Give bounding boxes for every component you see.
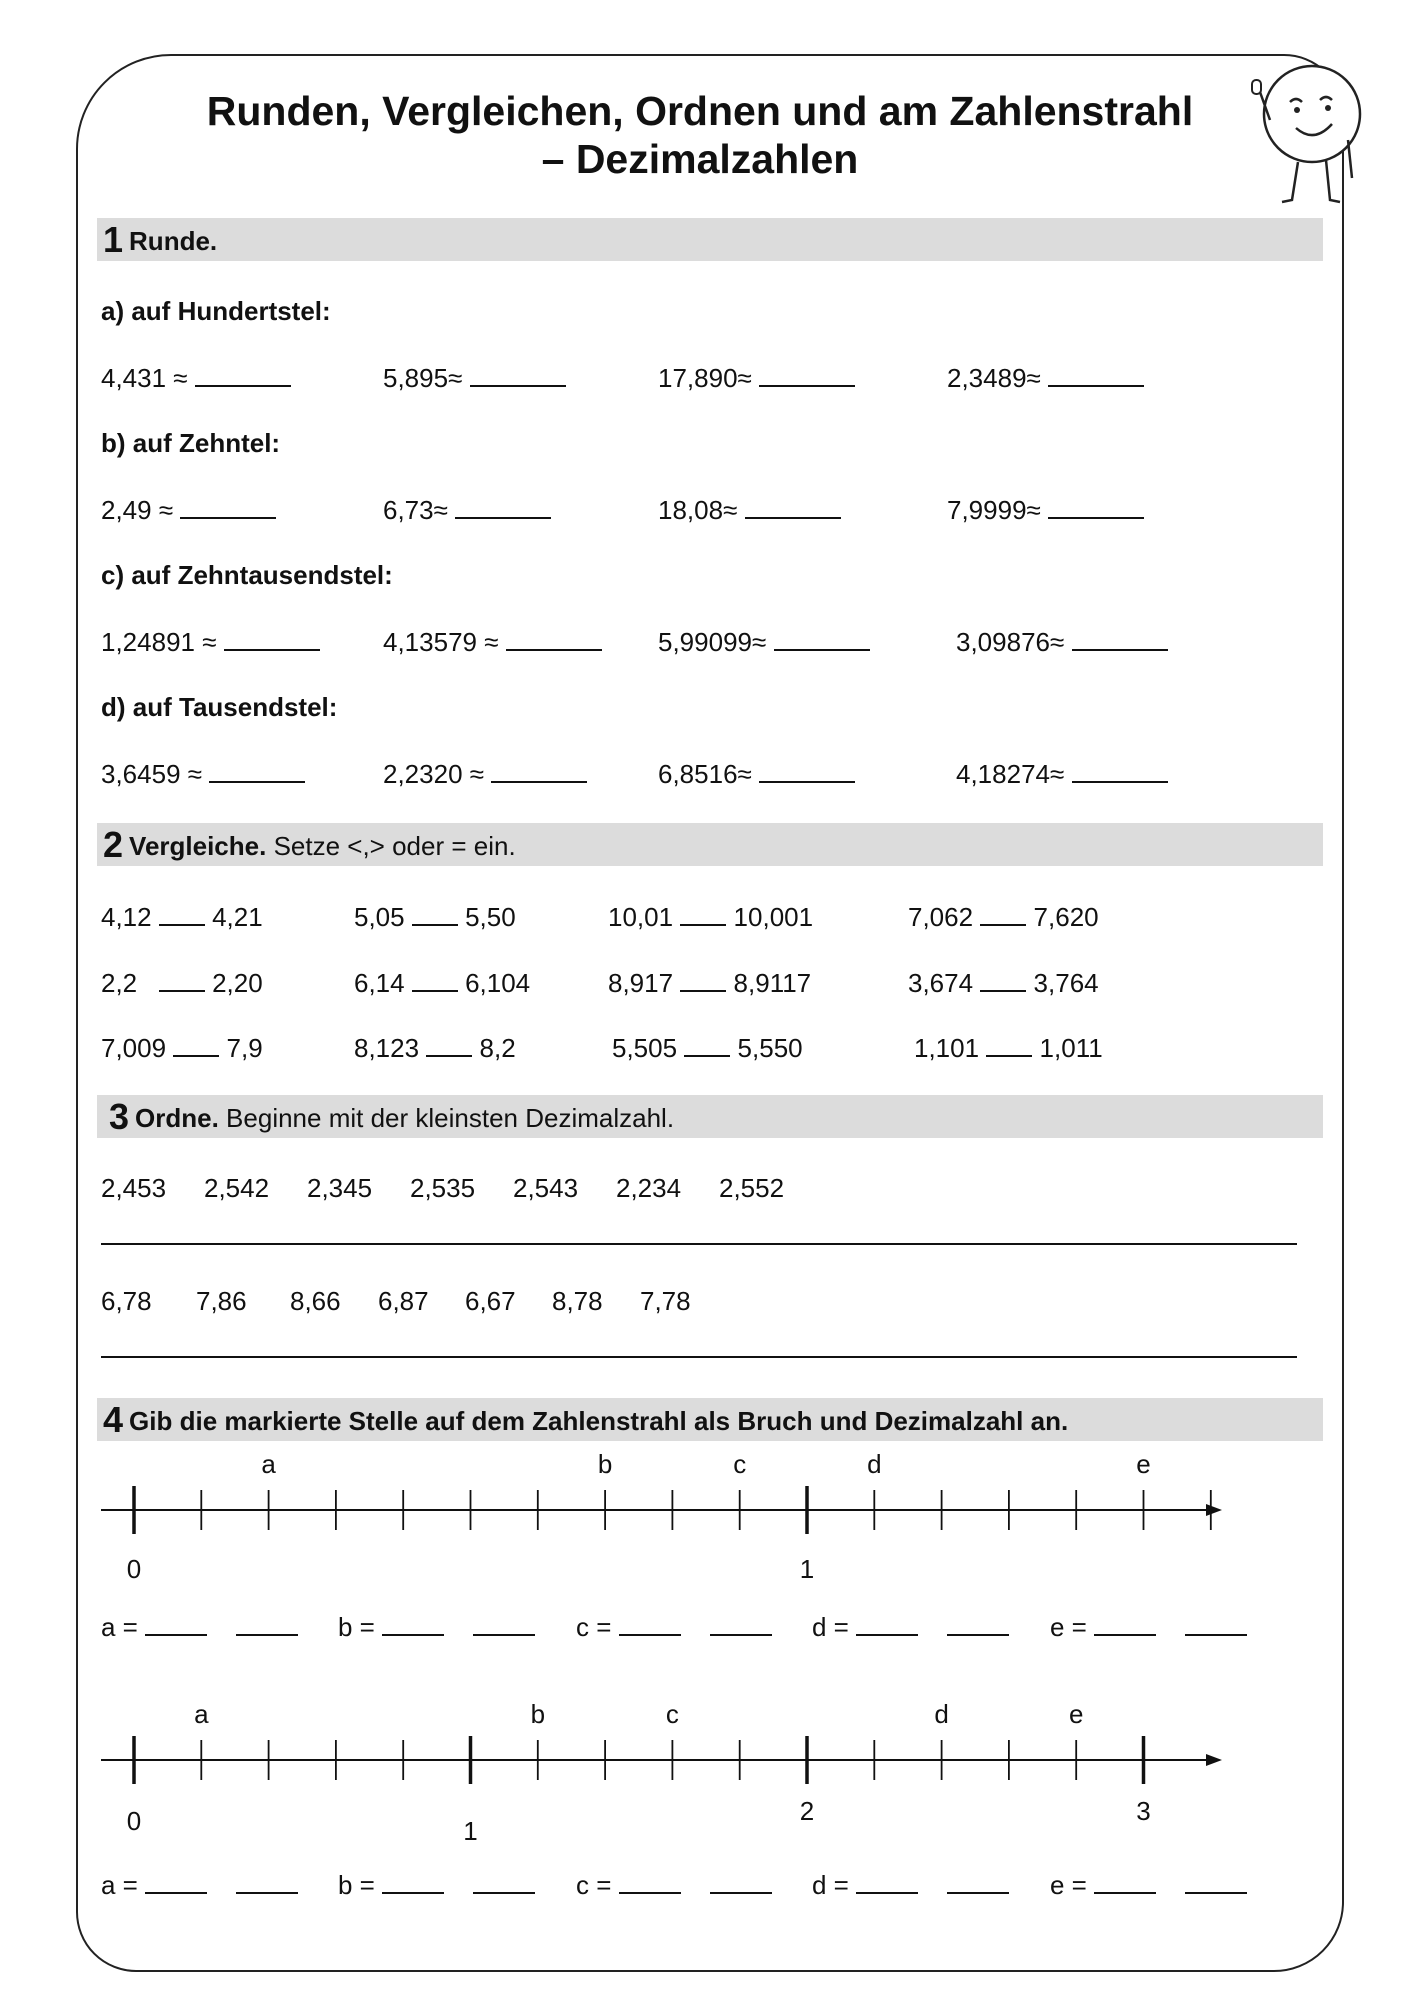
answer-label: e = bbox=[1050, 1612, 1087, 1642]
numberline-answer bbox=[576, 1612, 772, 1643]
compare-item: 8,917 8,9117 bbox=[608, 968, 812, 998]
order-number: 6,87 bbox=[378, 1286, 429, 1316]
section-heading: Vergleiche. bbox=[129, 831, 267, 861]
numberline-answer bbox=[812, 1612, 1009, 1643]
order-number: 8,66 bbox=[290, 1286, 341, 1316]
compare-item: 2,2 2,20 bbox=[101, 968, 263, 998]
numberline-answer bbox=[1050, 1870, 1247, 1901]
round-item: 2,49 ≈ bbox=[101, 495, 276, 526]
order-number: 2,345 bbox=[307, 1173, 373, 1203]
section-number: 3 bbox=[109, 1096, 130, 1137]
round-item: 17,890≈ bbox=[658, 363, 855, 394]
decimal-blank[interactable] bbox=[236, 1870, 298, 1894]
tick-label: 2 bbox=[799, 1796, 815, 1826]
round-item: 1,24891 ≈ bbox=[101, 627, 320, 658]
mark-label: b bbox=[597, 1449, 613, 1479]
decimal-blank[interactable] bbox=[473, 1612, 535, 1636]
fraction-blank[interactable] bbox=[856, 1870, 918, 1894]
round-item: 3,09876≈ bbox=[956, 627, 1168, 658]
answer-label: b = bbox=[338, 1870, 375, 1900]
fraction-blank[interactable] bbox=[1094, 1870, 1156, 1894]
round-item: 3,6459 ≈ bbox=[101, 759, 305, 790]
answer-label: d = bbox=[812, 1870, 849, 1900]
decimal-blank[interactable] bbox=[710, 1870, 772, 1894]
compare-item: 8,123 8,2 bbox=[354, 1033, 516, 1063]
order-number: 8,78 bbox=[552, 1286, 603, 1316]
compare-item: 10,01 10,001 bbox=[608, 902, 814, 932]
round-item: 4,431 ≈ bbox=[101, 363, 291, 394]
section-number: 2 bbox=[103, 824, 124, 865]
arrow-head-icon bbox=[1206, 1504, 1222, 1516]
decimal-blank[interactable] bbox=[947, 1870, 1009, 1894]
order-number: 2,453 bbox=[101, 1173, 167, 1203]
order-number: 2,542 bbox=[204, 1173, 270, 1203]
decimal-blank[interactable] bbox=[236, 1612, 298, 1636]
numberline-answer bbox=[576, 1870, 772, 1901]
mark-label: d bbox=[867, 1449, 882, 1479]
mark-label: a bbox=[261, 1449, 276, 1479]
decimal-blank[interactable] bbox=[1185, 1612, 1247, 1636]
section-instruction: Setze <,> oder = ein. bbox=[266, 831, 516, 861]
section-instruction: Beginne mit der kleinsten Dezimalzahl. bbox=[218, 1103, 675, 1133]
section-number: 4 bbox=[103, 1399, 124, 1440]
round-item: 2,3489≈ bbox=[947, 363, 1144, 394]
answer-label: b = bbox=[338, 1612, 375, 1642]
tick-label: 3 bbox=[1136, 1796, 1151, 1826]
subtask-b-label: b) auf Zehntel: bbox=[101, 428, 281, 458]
arrow-head-icon bbox=[1206, 1754, 1222, 1766]
tick-label: 0 bbox=[126, 1806, 142, 1836]
page-title: Runden, Vergleichen, Ordnen und am Zahlenstrahl bbox=[206, 88, 1194, 134]
fraction-blank[interactable] bbox=[619, 1870, 681, 1894]
answer-label: a = bbox=[101, 1612, 138, 1642]
mark-label: b bbox=[530, 1699, 546, 1729]
subtask-d-label: d) auf Tausendstel: bbox=[101, 692, 338, 722]
compare-item: 5,505 5,550 bbox=[612, 1033, 803, 1063]
order-number: 7,78 bbox=[640, 1286, 691, 1316]
section-heading: Ordne. bbox=[135, 1103, 219, 1133]
order-number: 2,543 bbox=[513, 1173, 579, 1203]
compare-item: 3,674 3,764 bbox=[908, 968, 1099, 998]
compare-item: 1,101 1,011 bbox=[914, 1033, 1103, 1063]
round-item: 7,9999≈ bbox=[947, 495, 1144, 526]
decimal-blank[interactable] bbox=[710, 1612, 772, 1636]
round-item: 2,2320 ≈ bbox=[383, 759, 587, 790]
order-number: 2,234 bbox=[616, 1173, 682, 1203]
numberline-answer bbox=[101, 1612, 298, 1643]
mark-label: e bbox=[1068, 1699, 1084, 1729]
round-item: 5,99099≈ bbox=[658, 627, 870, 658]
mark-label: e bbox=[1136, 1449, 1151, 1479]
order-number: 6,78 bbox=[101, 1286, 152, 1316]
answer-label: a = bbox=[101, 1870, 138, 1900]
numberline-answer bbox=[812, 1870, 1009, 1901]
fraction-blank[interactable] bbox=[1094, 1612, 1156, 1636]
subtask-a-label: a) auf Hundertstel: bbox=[101, 296, 331, 326]
compare-item: 7,009 7,9 bbox=[101, 1033, 263, 1063]
round-item: 6,73≈ bbox=[383, 495, 551, 526]
compare-item: 5,05 5,50 bbox=[354, 902, 516, 932]
answer-label: c = bbox=[576, 1612, 612, 1642]
numberline-answer bbox=[338, 1870, 535, 1901]
page-subtitle: – Dezimalzahlen bbox=[541, 136, 859, 182]
section-number: 1 bbox=[103, 219, 124, 260]
mark-label: a bbox=[194, 1699, 209, 1729]
decimal-blank[interactable] bbox=[947, 1612, 1009, 1636]
numberline-answer bbox=[1050, 1612, 1247, 1643]
round-item: 4,13579 ≈ bbox=[383, 627, 602, 658]
order-number: 2,552 bbox=[719, 1173, 785, 1203]
subtask-c-label: c) auf Zehntausendstel: bbox=[101, 560, 393, 590]
order-number: 7,86 bbox=[196, 1286, 247, 1316]
mark-label: d bbox=[934, 1699, 949, 1729]
decimal-blank[interactable] bbox=[473, 1870, 535, 1894]
order-number: 6,67 bbox=[465, 1286, 516, 1316]
fraction-blank[interactable] bbox=[145, 1870, 207, 1894]
round-item: 6,8516≈ bbox=[658, 759, 855, 790]
answer-label: c = bbox=[576, 1870, 612, 1900]
fraction-blank[interactable] bbox=[382, 1612, 444, 1636]
tick-label: 1 bbox=[463, 1816, 478, 1846]
section-heading: Runde. bbox=[129, 226, 218, 256]
numberline-answer bbox=[101, 1870, 298, 1901]
round-item: 18,08≈ bbox=[658, 495, 841, 526]
mark-label: c bbox=[665, 1699, 679, 1729]
section-heading: Gib die markierte Stelle auf dem Zahlenstrahl als Bruch und Dezimalzahl an. bbox=[129, 1406, 1069, 1436]
decimal-blank[interactable] bbox=[1185, 1870, 1247, 1894]
round-item: 4,18274≈ bbox=[956, 759, 1168, 790]
numberline-answer bbox=[338, 1612, 535, 1643]
compare-item: 6,14 6,104 bbox=[354, 968, 531, 998]
compare-item: 7,062 7,620 bbox=[908, 902, 1099, 932]
answer-label: d = bbox=[812, 1612, 849, 1642]
compare-item: 4,12 4,21 bbox=[101, 902, 263, 932]
answer-label: e = bbox=[1050, 1870, 1087, 1900]
round-item: 5,895≈ bbox=[383, 363, 566, 394]
order-number: 2,535 bbox=[410, 1173, 476, 1203]
fraction-blank[interactable] bbox=[382, 1870, 444, 1894]
tick-label: 1 bbox=[799, 1554, 815, 1584]
fraction-blank[interactable] bbox=[619, 1612, 681, 1636]
tick-label: 0 bbox=[126, 1554, 142, 1584]
fraction-blank[interactable] bbox=[856, 1612, 918, 1636]
fraction-blank[interactable] bbox=[145, 1612, 207, 1636]
mark-label: c bbox=[733, 1449, 747, 1479]
